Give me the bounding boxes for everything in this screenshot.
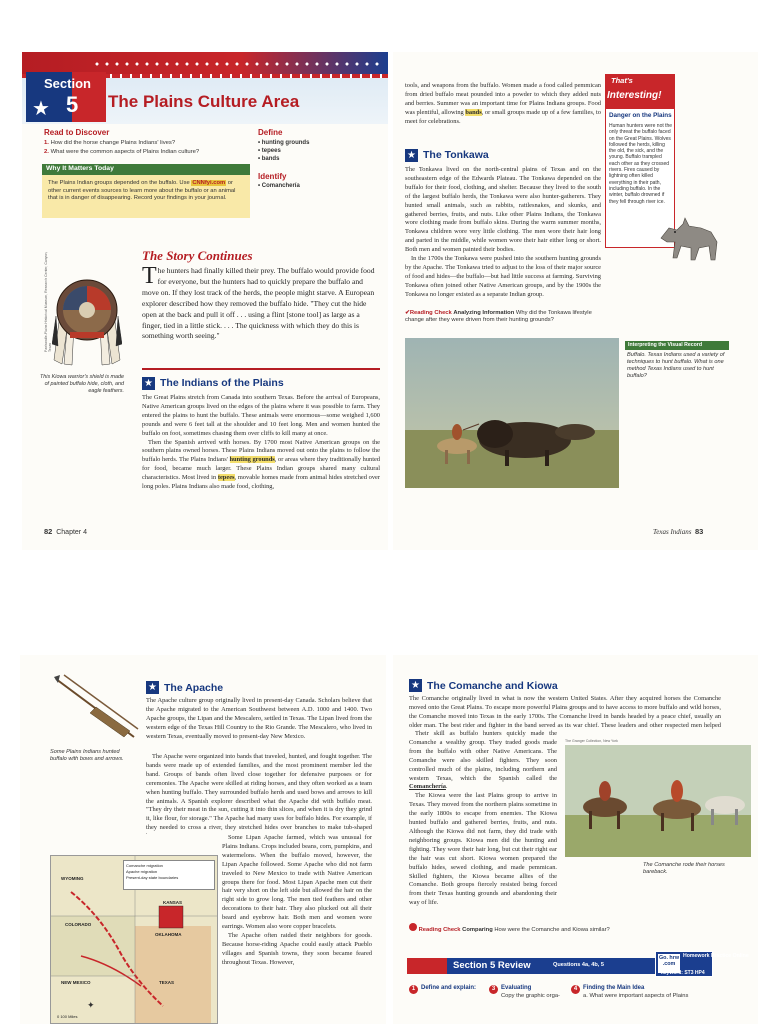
painting-caption: The Comanche rode their horses bareback. (643, 862, 725, 875)
section-number: 5 (66, 92, 79, 117)
review-item-text: a. What were important aspects of Plains (583, 993, 689, 999)
page-number: 82 (44, 527, 53, 536)
list-item (44, 148, 254, 157)
page-83 (393, 52, 758, 550)
check-icon: ✔ (405, 310, 410, 316)
review-questions: Questions 4a, 4b, 5 (553, 962, 604, 968)
review-item-text: Copy the graphic orga- (501, 993, 560, 999)
map-label: KANSAS (163, 900, 183, 905)
review-bar-accent (407, 958, 447, 974)
define-term: • tepees (258, 148, 281, 155)
legend-item: Present-day state boundaries (126, 875, 179, 880)
star-icon: ★ (146, 681, 159, 694)
item-number: 2. (44, 148, 49, 155)
why-text: The Plains Indian groups depended on the buffalo. Use (48, 180, 192, 186)
text-run: , or areas where they traditionally hunted for food, became much larger. These Plains Indian groups shared many cultural characteristics. Most lived in (142, 456, 380, 482)
review-item-label: Define and explain: (421, 985, 477, 991)
shield-caption: This Kiowa warrior's shield is made of painted buffalo hide, cloth, and eagle feathers. (39, 374, 124, 394)
identify-list (258, 183, 300, 189)
highlighted-term: tepees (217, 474, 235, 482)
story-text: he hunters had finally killed their prey. The buffalo would provide food for everyone, but the hunters had to quickly prepare the buffalo and move on. If they lost track of the herds, the people might starve. A European explorer described how they removed the buffalo hide. "They cut the hide open at the back and pull it off . . . using a flint [stone tool] as large as a finger, tied in a little stick. . . . The quickness with which they do this is something worth seeing." (142, 266, 375, 341)
star-pattern (92, 58, 382, 70)
star-icon: ★ (405, 149, 418, 162)
tonkawa-text (405, 166, 601, 300)
review-item-number: 1 (409, 985, 418, 994)
read-to-discover-heading: Read to Discover (44, 128, 110, 137)
paragraph: The Apache often raided their neighbors for goods. Because horse-riding Apache could easily attack Pueblo villages and Spanish towns, they soon became feared throughout Texas. However, (222, 931, 372, 966)
highlighted-term: bands (465, 108, 482, 116)
page-82 (22, 52, 388, 550)
map-label: TEXAS (159, 980, 175, 985)
hrw-go-icon[interactable]: Go. hrw .com (658, 954, 680, 973)
danger-text: Human hunters were not the only threat the buffalo faced on the Great Plains. Wolves followed the herds, killing the old, the sick, and the young. Buffalo trampled each other as they crossed rivers. Fires caused by lightning often killed everything in their path, including buffalo. In the winter, buffalo drowned if they fell through river ice. (609, 123, 673, 205)
item-text: How did the horse change Plains Indians' lives? (50, 140, 176, 146)
define-heading: Define (258, 128, 283, 137)
map-label: OKLAHOMA (155, 932, 182, 937)
comanche-riders-painting (565, 745, 751, 857)
define-list (258, 139, 309, 164)
story-title: The Story Continues (142, 248, 253, 263)
text-run: , or small groups made up of a few families, to meet for celebrations. (405, 108, 601, 125)
define-term: • bands (258, 156, 280, 163)
map-label: NEW MEXICO (61, 980, 91, 985)
visual-record-tag: Interpreting the Visual Record (625, 341, 729, 350)
reading-check-type: Comparing (462, 927, 493, 933)
comanche-text-col (409, 730, 557, 908)
paragraph: The Tonkawa lived on the north-central plains of Texas and on the southeastern edge of the Edwards Plateau. The Tonkawa depended on the buffalo for their food, clothing, and shelter. Because they lived to the south of the largest buffalo herds, the Tonkawa were also hunter-gatherers. They hunted small animals, such as rabbits, rattlesnakes, and skunks, and gathered berries, fruits, and nuts. Like other Plains Indians, the Tonkawa wore clothing made from buffalo skins. During the warm summer months, Tonkawa children wore very little clothing. The men wore their hair long and parted in the middle, while women wore their hair either long or short. Both men and women painted their bodies. (405, 166, 601, 254)
item-text: What were the common aspects of Plains Indian culture? (50, 148, 200, 155)
reading-check-label: Reading Check (418, 927, 461, 933)
chapter-label: Chapter 4 (56, 529, 87, 536)
key-term: Comanchería (409, 783, 446, 791)
page-footer (44, 527, 87, 536)
migration-map (50, 855, 218, 1024)
paragraph: In the 1700s the Tonkawa were pushed into the southern hunting grounds by the Apache. The Tonkawa tried to adjust to the loss of their major source of food and hides—the buffalo—but had little success at farming. Surviving Tonkawa often joined other Native American groups, and by the 1900s the Tonkawa no longer existed as a separate Indian group. (405, 255, 601, 298)
reading-check (409, 923, 729, 934)
paragraph: The Great Plains stretch from Canada into southern Texas. Before the arrival of Europeans, Native American groups lived on the edges of the plains where it was possible to farm. They entered the plains to hunt the buffalo. These animals were enormous—some weighed 1,600 pounds and were 6 feet tall at the shoulder and 10 feet long. Men and women hunted the buffalo on foot, sometimes chasing them over cliffs to kill many at once. (142, 394, 380, 437)
highlighted-term: hunting grounds (229, 456, 275, 464)
text-run: Their skill as buffalo hunters quickly made the Comanche a wealthy group. They traded goods made from the buffalo with other Native Americans. The Comanche were also skilled fighters. They soon controlled much of the plains, including northern and western Texas, which the Spanish called the (409, 730, 557, 782)
check-icon (409, 923, 417, 931)
footer-title: Texas Indians (653, 528, 692, 536)
section-title: The Plains Culture Area (108, 92, 300, 111)
thats-label: That's (611, 76, 633, 85)
dropcap: T (142, 263, 157, 289)
item-number: 1. (44, 140, 49, 146)
indians-text (142, 394, 380, 492)
visual-record-caption: Buffalo. Texas Indians used a variety of techniques to hunt buffalo. What is one method Texas Indians used to hunt buffalo? (627, 352, 725, 379)
list-item (44, 139, 254, 148)
review-item-label: Evaluating (501, 985, 532, 991)
arrows-caption: Some Plains Indians hunted buffalo with bows and arrows. (50, 749, 124, 762)
legend-item: Apache migration (126, 869, 158, 874)
review-item-label: Finding the Main Idea (583, 985, 645, 991)
identify-heading: Identify (258, 172, 287, 181)
review-item-number: 3 (489, 985, 498, 994)
kiowa-shield-image (52, 274, 122, 366)
text-run: Then the Spanish arrived with horses. By 1700 most Native American groups on the southern plains owned horses. These Plains Indians moved out onto the plains to follow the buffalo herds. The Plains Indians' (142, 438, 380, 464)
review-title: Section 5 Review (453, 960, 531, 971)
reading-check (405, 310, 601, 325)
page-apache (20, 655, 386, 1024)
star-icon: ★ (409, 679, 422, 692)
reading-check-label: Reading Check (409, 310, 452, 316)
reading-check-question: Why did the Tonkawa lifestyle change after they were driven from their hunting grounds? (405, 310, 592, 324)
page-number: 83 (694, 527, 704, 536)
divider (142, 368, 380, 370)
indians-heading: The Indians of the Plains (160, 377, 284, 389)
wolf-image (655, 202, 725, 272)
map-legend (123, 860, 215, 890)
interesting-label: Interesting! (607, 90, 662, 101)
map-label: WYOMING (61, 876, 84, 881)
paragraph: The Kiowa were the last Plains group to arrive in Texas. They moved from the northern plains sometime in the early 1800s to escape from enemies. The Kiowa hunted buffalo and gathered berries, fruits, and nuts. Although the Kiowa did not farm, they did trade with neighboring groups. Kiowa men did the hunting and fighting. They wore their hair long, but cut their right ear the hair was cut short. Kiowa women prepared the buffalo hides, sewed clothing, and made pemmican. Skilled fighters, the Kiowa became allies of the Comanche. Both groups fiercely resisted being forced from their Texas hunting grounds and abandoning their way of life. (409, 792, 557, 907)
intro-text (405, 82, 601, 127)
map-scale: 0 100 Miles (57, 1014, 78, 1019)
define-term: • hunting grounds (258, 140, 310, 146)
star-icon: ★ (32, 98, 50, 120)
tonkawa-heading: The Tonkawa (423, 149, 489, 161)
story-body (142, 263, 380, 342)
page-comanche (393, 655, 758, 1024)
photo-credit: Panhandle-Plains Historical Museum, Research Center, Canyon, Texas (44, 251, 52, 352)
map-label: COLORADO (65, 922, 92, 927)
reading-check-type: Analyzing Information (453, 310, 515, 316)
page-footer (653, 527, 703, 536)
paragraph (142, 439, 380, 492)
comanche-text-top (409, 695, 721, 730)
compass-icon: ✦ (87, 1000, 95, 1010)
bow-and-arrows-image (50, 673, 142, 745)
why-text-end: or other current events sources to learn more about the buffalo or an animal that is in danger of disappearing. Record your findings in your journal. (48, 180, 236, 202)
review-item-number: 4 (571, 985, 580, 994)
paragraph: Some Lipan Apache farmed, which was unusual for Plains Indians. Crops included beans, corn, pumpkins, and watermelons. When the buffalo moved, however, the Lipan Apache followed. Some Apache who did not farm traveled to New Mexico to trade with Native American groups there for food. Most Lipan Apache men cut their hair very short on the left side but allowed the hair on the right side to grow long. The men tied feathers and other decorations to their hair. They also plucked out all their beard and eyebrow hair. Both men and women wore earrings. Women also wore copper bracelets. (222, 834, 372, 931)
apache-text-col (222, 834, 372, 1024)
comanche-heading: The Comanche and Kiowa (427, 680, 558, 692)
reading-check-question: How were the Comanche and Kiowa similar? (494, 927, 610, 933)
text-run: . (445, 783, 448, 791)
paragraph: The Apache culture group originally lived in present-day Canada. Scholars believe that the Apache migrated to the American Southwest between A.D. 1000 and 1400. Two Apache groups, the Lipan and the Mescalero, settled in Texas. The Lipan lived from the western edge of the Texas Hill Country to the Rio Grande. The Mescalero, who lived in western Texas, eventually moved to present-day New Mexico. (146, 697, 372, 740)
apache-text-mid: The Apache were organized into bands that traveled, hunted, and fought together. The bands were made up of extended families, and the most prominent member led the band. Groups of bands often lived close together for defensive purposes or for ceremonies. The Apache were skilled at riding horses, and they often worked as a team when hunting buffalo. They surrounded buffalo herds and used bows and arrows to kill the animals. A Spanish explorer described what the Apache did with buffalo meat. "They dry their meat in the sun, cutting it into thin slices, and when it is dry they grind it, like flour, for storage." The Apache had many uses for buffalo hides. For example, if they needed to cross a river, they stretched hides over branches to make tub-shaped (146, 753, 372, 832)
star-icon: ★ (142, 377, 155, 390)
apache-heading: The Apache (164, 682, 224, 694)
buffalo-hunt-painting (405, 338, 619, 488)
read-to-discover-list (44, 139, 254, 156)
paragraph: The Comanche originally lived in what is now the western United States. After they acquired horses the Comanche moved onto the Great Plains. To escape more powerful Plains groups and to have access to more buffalo and wild horses, the Comanche moved into Texas in the early 1700s. The Comanche lived in bands headed by a peace chief, usually an older man. The best rider and fighter in the band served as its war chief. These leaders and other respected men helped (409, 695, 721, 729)
legend-item: Comanche migration (126, 863, 163, 868)
why-it-matters-heading: Why It Matters Today (42, 164, 250, 175)
text-run: tools, and weapons from the buffalo. Women made a food called pemmican from dried buffalo meat pounded into a powder to which they added nuts and berries. Summer was an important time for Plains Indians groups. Food was plentiful, allowing (405, 82, 601, 116)
why-it-matters-box (42, 175, 250, 218)
apache-text-top (146, 697, 372, 742)
identify-term: • Comanchería (258, 183, 300, 189)
homework-keyword: keyword: ST3 HP4 (661, 970, 705, 976)
danger-heading: Danger on the Plains (609, 112, 672, 119)
painting-credit: The Granger Collection, New York (565, 739, 618, 743)
section-label: Section (44, 76, 91, 91)
paragraph (409, 730, 557, 792)
cnn-link[interactable]: CNNfyi.com (192, 180, 226, 186)
text-run: , movable homes made from animal hides stretched over long poles. Plains Indians also made food, clothing, (142, 474, 380, 491)
homework-text[interactable]: Homework Practice Online (683, 953, 749, 959)
